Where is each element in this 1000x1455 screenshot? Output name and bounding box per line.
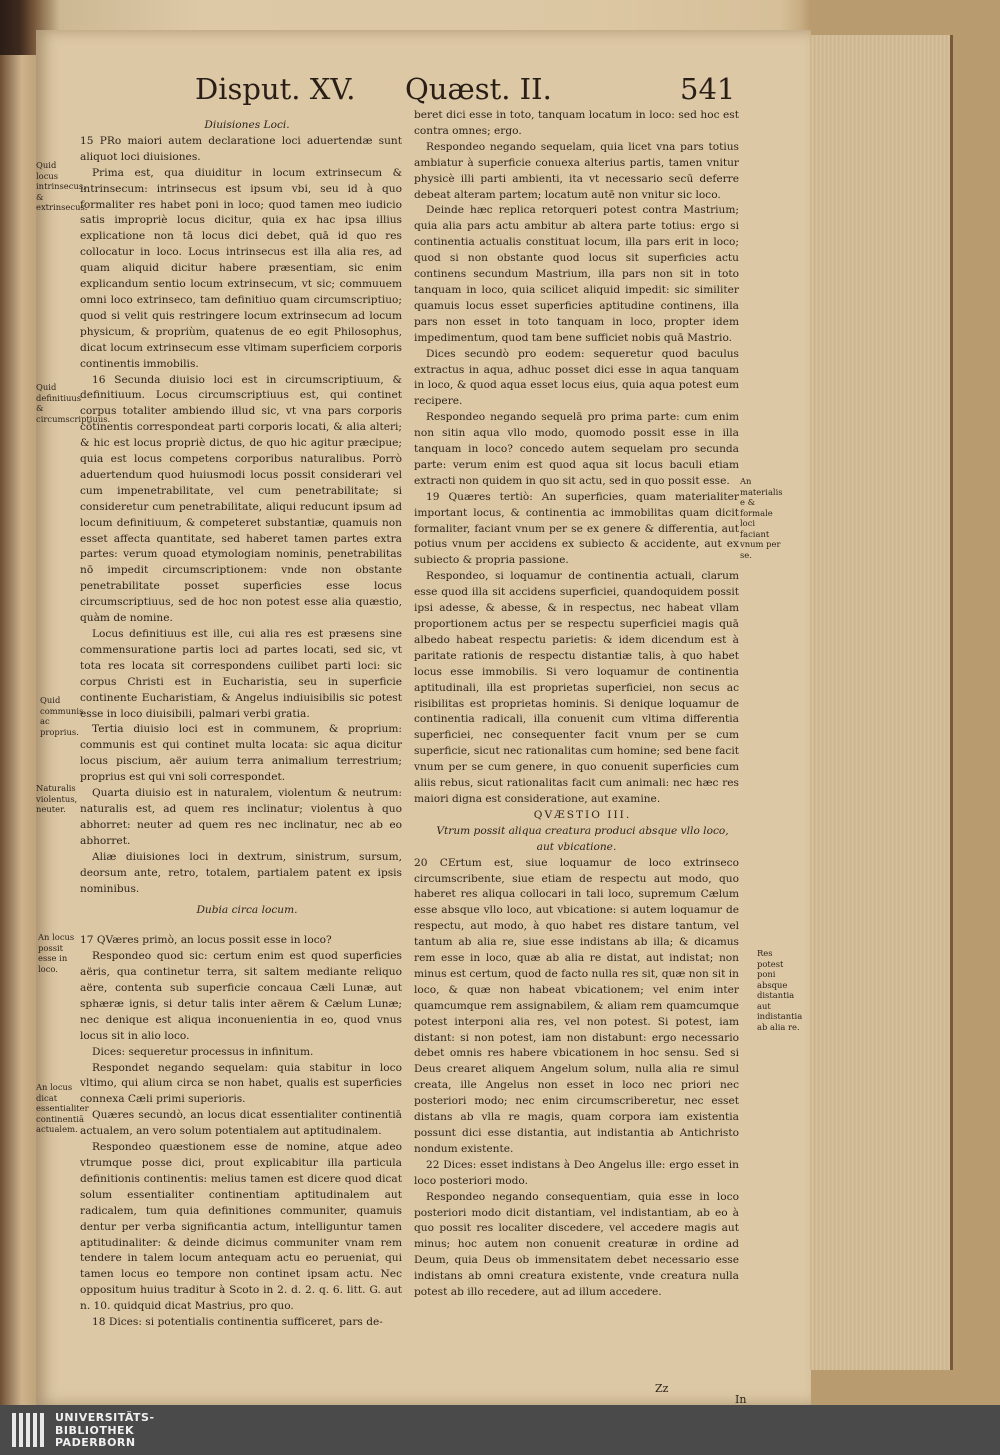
paragraph: Respondeo negando sequelam, quia licet vna pars totius ambiatur à superficie conuexa alterius partis, tamen vnitur physicè illi parti ambienti, ita vt necessario secū deferre debeat alteram partem; locatum autē non vnitur sic loco. [414,140,739,201]
paragraph: Dices secundò pro eodem: sequeretur quod baculus extractus in aqua, adhuc posset dici esse in aqua tanquam in loco, & quod aqua esset locus eius, quia aqua potest eum recipere. [414,347,739,408]
paragraph: 15 PRo maiori autem declaratione loci aduertendæ sunt aliquot loci diuisiones. [80,134,402,163]
margin-note: Res potest poni absque distantia aut indistantia ab alia re. [757,948,803,1032]
page-number: 541 [680,72,736,106]
left-column [80,118,402,1331]
margin-note: Quid definitiuus & circumscriptiuus. [36,382,111,424]
header-question: Quæst. II. [405,72,552,106]
margin-note: An locus possit esse in loco. [38,932,75,974]
paragraph: Prima est, qua diuiditur in locum extrinsecum & intrinsecum: intrinsecus est ipsum vbi, seu id à quo formaliter res habet poni in loco; quod tamen meo iudicio satis impropriè locus dicitur, quia ex hac ipsa illius explicatione non tā locus dici debet, quā id quo res collocatur in loco. Locus intrinsecus est illa alia res, ad quam aliquid dicitur habere præsentiam, sic enim explicandum sentio locum extrinsecum, vt sic; commuuem omni loco extrinseco, tam definitiuo quam circumscriptiuo; quod si velit quis restringere locum extrinsecum ad locum physicum, & propriùm, quatenus de eo egit Philosophus, dicat locum extrinsecum esse vltimam superficiem corporis continentis immobilis. [80,166,402,370]
paragraph: 20 CErtum est, siue loquamur de loco extrinseco circumscribente, siue etiam de respectu aut modo, quo haberet res aliqua collocari in tali loco, supremum Cælum esse absque vllo loco, aut vbicatione: si autem loquamur de respectu, aut modo, à quo habet res distare tantum, vel tantum ab alia re, siue esse indistans ab illa; & dicamus rem esse in loco, quæ ab alia re distat, aut indistat; non minus est certum, quod de facto nulla res sit, quæ non sit in loco, & quæ non habeat vbicationem; vel enim inter quamcumque rem assignabilem, & aliam rem quamcumque potest interponi alia res, vel non potest. Si potest, iam distant: si non potest, iam non distabunt: ergo necessario debet omnis res habere vbicationem in hoc sensu. Sed si Deus crearet aliquem Angelum solum, nulla alia re simul creata, ille Angelus non esset in loco nec priori nec posteriori modo; nec enim circumscriberetur, nec esset distans ab vlla re magis, quam corpora iam existentia possunt dici esse distantia, aut indistantia ab Antichristo nondum existente. [414,856,739,1155]
paragraph: 16 Secunda diuisio loci est in circumscriptiuum, & definitiuum. Locus circumscriptiuus est, qui continet corpus totaliter ambiendo illud sic, vt vna pars corporis cōtinentis correspondeat parti corporis locati, & alia alteri; & hic est locus propriè dictus, de quo hic agitur præcipue; quia est locus competens corporibus naturalibus. Porrò aduertendum quod huiusmodi locus possit considerari vel cum impenetrabilitate, vel cum penetrabilitate; si consideretur cum penetrabilitate, aliqui reducunt ipsum ad locum definitiuum, & competeret substantiæ, quamuis non esset affecta quantitate, sed haberet tamen partes extra partes: verum quoad etymologiam nominis, penetrabilitas nō impedit circumscriptionem: vnde non obstante penetrabilitate posset superficies esse locus circumscriptiuus, sed de hoc non potest esse alia quæstio, quàm de nomine. [80,373,402,625]
paragraph: Tertia diuisio loci est in communem, & proprium: communis est qui continet multa locata: sic aqua dicitur locus piscium, aër auium terra animalium terrestrium; proprius est qui vni soli correspondet. [80,723,402,784]
paragraph: 19 Quæres tertiò: An superficies, quam materialiter important locus, & continentia ac immobilitas quam dicit formaliter, faciant vnum per se ex genere & differentia, aut potius vnum per accidens ex subiecto & accidente, aut ex subiecto & propria passione. [414,490,739,567]
section-heading: Diuisiones Loci. [204,119,290,131]
paragraph: 18 Dices: si potentialis continentia sufficeret, pars de- [92,1316,383,1329]
signature-mark: Zz [655,1382,669,1395]
library-footer [0,1405,1000,1455]
paragraph: Aliæ diuisiones loci in dextrum, sinistrum, sursum, deorsum ante, retro, totalem, partialem patent ex ipsis nominibus. [80,850,402,895]
paragraph: 22 Dices: esset indistans à Deo Angelus ille: ergo esset in loco posteriori modo. [414,1158,739,1187]
section-heading: Dubia circa locum. [196,904,298,917]
header-disputation: Disput. XV. [195,72,356,106]
paragraph: beret dici esse in toto, tanquam locatum in loco: sed hoc est contra omnes; ergo. [414,109,739,137]
paragraph: Respondeo quæstionem esse de nomine, atque adeo vtrumque posse dici, prout explicabitur illa particula definitionis continentis: melius tamen est dicere quod dicat solum essentialiter continentiam aptitudinalem aut radicalem, tum quia definitiones communiter, quamuis dentur per verba significantia actum, intelliguntur tamen aptitudinaliter: & deinde dicimus communiter vnam rem tendere in talem locum antequam actu eo perueniat, qui tamen locus eo tempore non continet ipsam actu. Nec oppositum huius traditur à Scoto in 2. d. 2. q. 6. litt. G. aut n. 10. quidquid dicat Mastrius, pro quo. [80,1141,402,1313]
paragraph: Deinde hæc replica retorqueri potest contra Mastrium; quia alia pars actu ambitur ab altera parte totius: ergo si continentia actualis constituat locum, illa pars erit in loco; quod si non obstante quod locus sit superficies actu continens secundum Mastrium, illa pars non sit in toto tanquam in loco, quia scilicet aliquid impedit: sic similiter quamuis locus esset superficies aptitudine continens, illa pars non esset in toto tanquam in loco, propter idem impedimentum, quod tam bene sufficiet nobis quā Mastrio. [414,204,739,344]
catchword: In [735,1393,747,1405]
paragraph: Respondeo quod sic: certum enim est quod superficies aëris, qua continetur terra, sit saltem mediante reliquo aëre, contenta sub superficie concaua Cæli Lunæ, aut sphæræ ignis, si detur talis inter aërem & Cælum Lunæ; nec denique est aliqua inconuenientia in eo, quod vnus locus sit in alio loco. [80,950,402,1042]
question-subtitle: Vtrum possit aliqua creatura produci absque vllo loco, aut vbicatione. [436,824,729,853]
margin-note: An materialis e & formale loci faciant vnum per se. [740,476,783,560]
margin-note: Quid locus intrinsecus, & extrinsecus. [36,160,88,212]
paragraph: Respondeo, si loquamur de continentia actuali, clarum esse quod illa sit accidens superficiei, quandoquidem possit ipsi adesse, & abesse, & in respectus, nec habeat vllam proportionem actus per se respectu superficiei magis quā albedo habeat respectu parietis: & idem dicendum est à paritate rationis de respectu distantiæ talis, à quo habet locus esse immobilis. Si vero loquamur de continentia aptitudinali, illa est proprietas superficiei, non secus ac risibilitas est proprietas hominis. Si denique loquamur de continentia radicali, illa conuenit cum vltima differentia superficiei, nec consequenter facit vnum per se cum superficie, sicut nec rationalitas cum homine; sed bene facit vnum per se cum genere, in quo conuenit superficies cum aliis rebus, sicut rationalitas facit cum animali: nec hæc res maiori digna est consideratione, aut examine. [414,570,739,805]
paragraph: Respondet negando sequelam: quia stabitur in loco vltimo, qui alium circa se non habet, qualis est superficies connexa Cæli primi superioris. [80,1061,402,1106]
paragraph: Dices: sequeretur processus in infinitum. [92,1045,314,1058]
paragraph: Locus definitiuus est ille, cui alia res est præsens sine commensuratione partis loci ad partes locati, sed sic, vt tota res locata sit correspondens cuilibet parti loci: sic corpus Christi est in Eucharistia, seu in superficie continente Eucharistiam, & Angelus indiuisibilis sic potest esse in loco diuisibili, palmari verbi gratia. [80,628,402,720]
library-name: UNIVERSITÄTS- BIBLIOTHEK PADERBORN [55,1411,155,1449]
paragraph: Quarta diuisio est in naturalem, violentum & neutrum: naturalis est, ad quem res inclinatur; violentus à quo abhorret: neuter ad quem res nec inclinatur, nec ab eo abhorret. [80,787,402,847]
paragraph: Respondeo negando consequentiam, quia esse in loco posteriori modo dicit distantiam, vel indistantiam, ab eo à quo possit res localiter discedere, vel accedere magis aut minus; hoc autem non conuenit creaturæ in ordine ad Deum, quia Deus ob immensitatem debet necessario esse indistans ab omni creatura existente, vnde creatura nulla potest ab illo recedere, aut ad illum accedere. [414,1190,739,1299]
margin-note: Naturalis violentus, neuter. [36,783,78,814]
paragraph: Quæres secundò, an locus dicat essentialiter continentiā actualem, an vero solum potentialem aut aptitudinalem. [80,1109,402,1138]
paragraph: 17 QVæres primò, an locus possit esse in loco? [80,934,332,947]
running-header [195,72,755,112]
margin-note: Quid communis ac proprius. [40,695,84,737]
page-block-edges [810,35,953,1370]
left-page-edge [0,55,36,1405]
margin-note: An locus dicat essentialiter continentiā actualem. [36,1082,89,1134]
question-title: QVÆSTIO III. [533,808,632,821]
right-column [414,108,739,1301]
library-logo-icon [10,1411,46,1449]
paragraph: Respondeo negando sequelā pro prima parte: cum enim non sitin aqua vllo modo, quomodo possit esse in illa tanquam in loco? concedo autem sequelam pro secunda parte: verum enim est quod aqua sit locus baculi etiam extracti non quidem in quo sit actu, sed in quo possit esse. [414,411,739,487]
